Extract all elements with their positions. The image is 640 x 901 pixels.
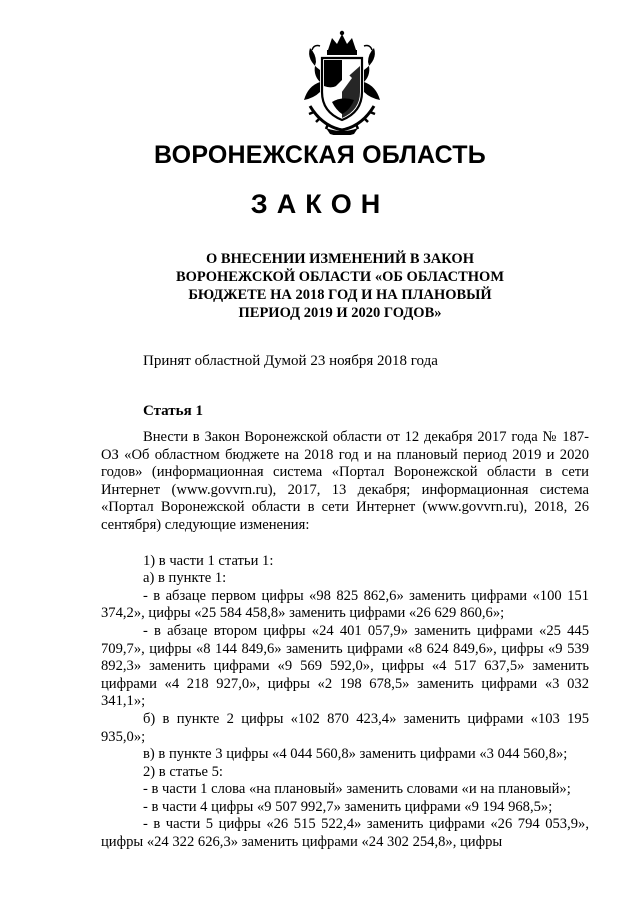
article-title: Статья 1 bbox=[143, 403, 203, 419]
heading-line: БЮДЖЕТЕ НА 2018 ГОД И НА ПЛАНОВЫЙ bbox=[188, 287, 492, 303]
voronezh-coat-of-arms-icon bbox=[292, 30, 392, 135]
region-title: ВОРОНЕЖСКАЯ ОБЛАСТЬ bbox=[154, 141, 486, 169]
adoption-note: Принят областной Думой 23 ноября 2018 года bbox=[143, 353, 438, 369]
paragraph: Внести в Закон Воронежской области от 12 декабря 2017 года № 187-ОЗ «Об областном бюджете на 2018 год и на плановый период 2019 и 2020 годов» (информационная система «Портал Воронежской области в сети Интернет (www.govvrn.ru), 2017, 13 декабря; информационная система «Портал Воронежской области в сети Интернет (www.govvrn.ru), 2018, 26 сентября) следующие изменения: bbox=[101, 429, 589, 533]
law-title: ЗАКОН bbox=[250, 189, 390, 219]
paragraph: 2) в статье 5: bbox=[143, 763, 223, 780]
paragraph: - в части 4 цифры «9 507 992,7» заменить цифрами «9 194 968,5»; bbox=[143, 798, 553, 815]
paragraph: 1) в части 1 статьи 1: bbox=[143, 552, 274, 569]
paragraph: - в абзаце первом цифры «98 825 862,6» заменить цифрами «100 151 374,2», цифры «25 584 458,8» заменить цифрами «26 629 860,6»; bbox=[101, 587, 589, 622]
heading-line: ВОРОНЕЖСКОЙ ОБЛАСТИ «ОБ ОБЛАСТНОМ bbox=[175, 269, 505, 285]
law-heading bbox=[150, 250, 530, 322]
paragraph: б) в пункте 2 цифры «102 870 423,4» заменить цифрами «103 195 935,0»; bbox=[101, 710, 589, 745]
paragraph: а) в пункте 1: bbox=[143, 570, 227, 587]
heading-line: О ВНЕСЕНИИ ИЗМЕНЕНИЙ В ЗАКОН bbox=[206, 251, 474, 267]
article-body bbox=[101, 429, 589, 852]
paragraph: - в абзаце втором цифры «24 401 057,9» заменить цифрами «25 445 709,7», цифры «8 144 849,6» заменить цифрами «8 624 849,6», цифры «9 539 892,3» заменить цифрами «9 569 592,0», цифры «4 517 637,5» заменить цифрами «4 218 927,0», цифры «2 198 678,5» заменить цифрами «3 032 341,1»; bbox=[101, 622, 589, 710]
paragraph: - в части 5 цифры «26 515 522,4» заменить цифрами «26 794 053,9», цифры «24 322 626,3» заменить цифрами «24 302 254,8», цифры bbox=[101, 816, 589, 851]
paragraph: в) в пункте 3 цифры «4 044 560,8» заменить цифрами «3 044 560,8»; bbox=[143, 746, 568, 763]
heading-line: ПЕРИОД 2019 И 2020 ГОДОВ» bbox=[238, 305, 442, 321]
paragraph: - в части 1 слова «на плановый» заменить словами «и на плановый»; bbox=[143, 781, 571, 798]
